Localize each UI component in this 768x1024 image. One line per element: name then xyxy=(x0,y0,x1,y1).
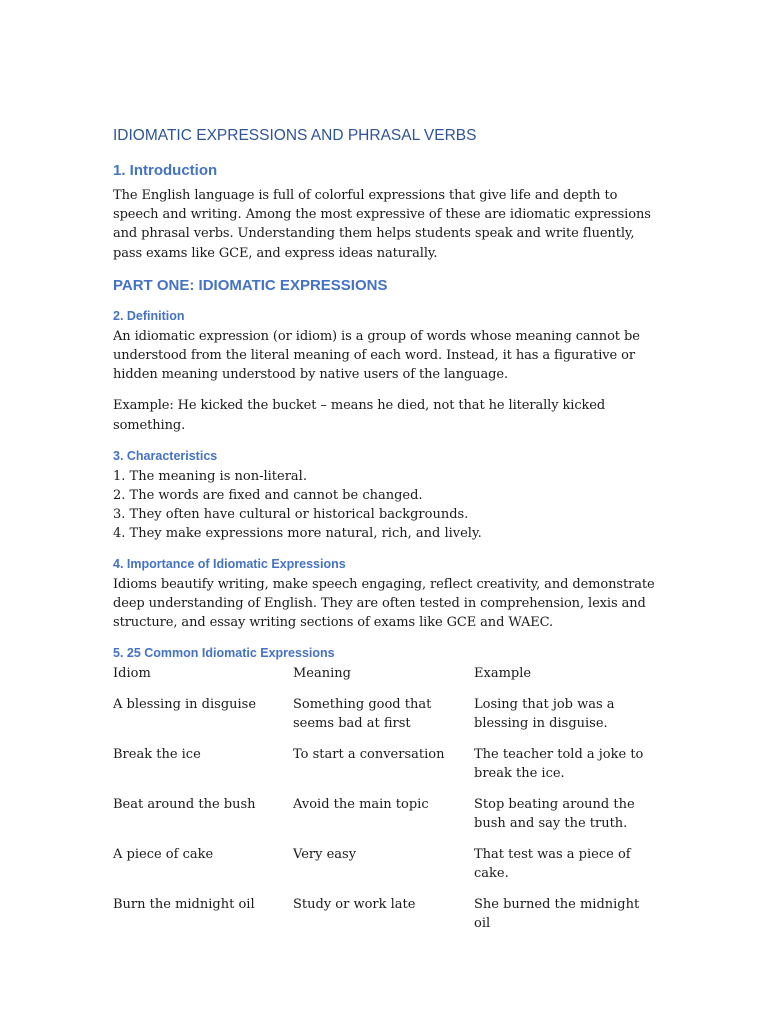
example-cell: Losing that job was a blessing in disguise. xyxy=(474,697,615,732)
list-item: 2. The words are fixed and cannot be changed. xyxy=(113,487,423,503)
column-header-example: Example xyxy=(474,666,532,682)
table-row xyxy=(113,845,658,895)
introduction-heading: 1. Introduction xyxy=(113,162,218,179)
definition-heading: 2. Definition xyxy=(113,308,185,323)
column-header-idiom: Idiom xyxy=(113,666,151,682)
characteristics-list xyxy=(113,467,658,543)
common-idioms-heading: 5. 25 Common Idiomatic Expressions xyxy=(113,646,335,661)
list-item: 4. They make expressions more natural, rich, and lively. xyxy=(113,525,482,541)
meaning-cell: Very easy xyxy=(293,847,357,863)
definition-example: Example: He kicked the bucket – means he died, not that he literally kicked something. xyxy=(113,398,606,433)
idiom-cell: Break the ice xyxy=(113,747,201,763)
idiom-cell: A blessing in disguise xyxy=(113,697,257,713)
idiom-cell: Beat around the bush xyxy=(113,797,256,813)
example-cell: Stop beating around the bush and say the truth. xyxy=(474,797,635,832)
table-header-row xyxy=(113,664,658,695)
idiom-cell: Burn the midnight oil xyxy=(113,897,255,913)
meaning-cell: Study or work late xyxy=(293,897,416,913)
importance-paragraph: Idioms beautify writing, make speech engaging, reflect creativity, and demonstrate deep understanding of English. They are often tested in comprehension, lexis and structure, and essay writing sections of exams like GCE and WAEC. xyxy=(113,576,655,631)
characteristics-heading: 3. Characteristics xyxy=(113,448,218,463)
example-cell: The teacher told a joke to break the ice. xyxy=(474,747,644,782)
table-row xyxy=(113,895,658,945)
example-cell: She burned the midnight oil xyxy=(474,897,640,932)
example-cell: That test was a piece of cake. xyxy=(474,847,631,882)
table-row xyxy=(113,795,658,845)
column-header-meaning: Meaning xyxy=(293,666,351,682)
definition-paragraph: An idiomatic expression (or idiom) is a group of words whose meaning cannot be understood from the literal meaning of each word. Instead, it has a figurative or hidden meaning understood by native users of the language. xyxy=(113,328,640,383)
list-item: 3. They often have cultural or historical backgrounds. xyxy=(113,506,469,522)
table-row xyxy=(113,745,658,795)
meaning-cell: Avoid the main topic xyxy=(293,797,429,813)
document-title: IDIOMATIC EXPRESSIONS AND PHRASAL VERBS xyxy=(113,127,477,144)
list-item: 1. The meaning is non-literal. xyxy=(113,468,307,484)
table-row xyxy=(113,695,658,745)
introduction-paragraph: The English language is full of colorful expressions that give life and depth to speech and writing. Among the most expressive of these are idiomatic expressions and phrasal verbs. Understanding them helps students speak and write fluently, pass exams like GCE, and express ideas naturally. xyxy=(113,188,651,261)
meaning-cell: To start a conversation xyxy=(293,747,445,763)
idioms-table xyxy=(113,664,658,945)
meaning-cell: Something good that seems bad at first xyxy=(293,697,432,732)
document-body xyxy=(113,125,658,945)
idiom-cell: A piece of cake xyxy=(113,847,214,863)
part-one-heading: PART ONE: IDIOMATIC EXPRESSIONS xyxy=(113,276,388,294)
importance-heading: 4. Importance of Idiomatic Expressions xyxy=(113,556,346,571)
